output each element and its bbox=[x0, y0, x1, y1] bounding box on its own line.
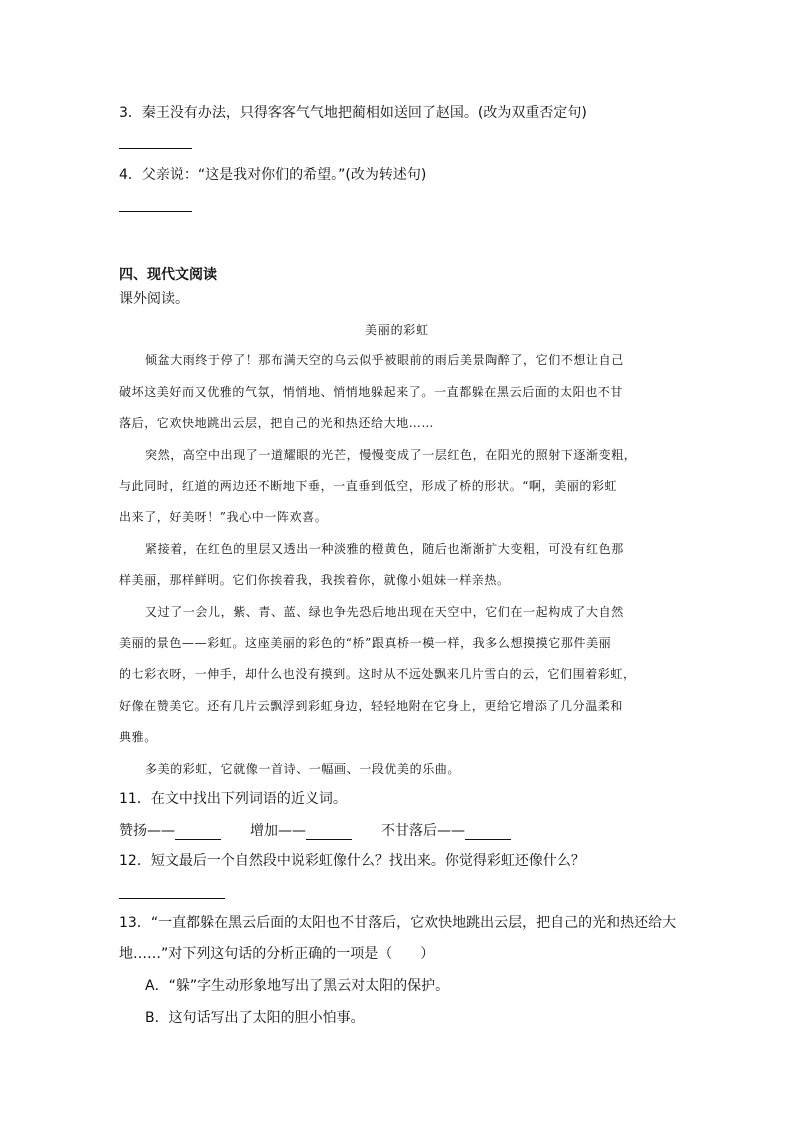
reading-intro: 课外阅读。 bbox=[119, 291, 189, 307]
passage-line: 出来了，好美呀！”我心中一阵欢喜。 bbox=[119, 510, 328, 524]
passage-line: 样美丽，那样鲜明。它们你挨着我，我挨着你，就像小姐妹一样亲热。 bbox=[119, 573, 510, 587]
passage-line: 多美的彩虹，它就像一首诗、一幅画、一段优美的乐曲。 bbox=[145, 762, 461, 776]
section-heading: 四、现代文阅读 bbox=[119, 267, 217, 283]
passage-line: 与此同时，红道的两边还不断地下垂，一直垂到低空，形成了桥的形状。“啊，美丽的彩虹 bbox=[119, 479, 618, 493]
synonym-item-2: 增加—— bbox=[250, 823, 306, 839]
passage-line: 突然，高空中出现了一道耀眼的光芒，慢慢变成了一层红色，在阳光的照射下逐渐变粗， bbox=[145, 448, 637, 462]
answer-blank-q12[interactable] bbox=[119, 898, 225, 899]
passage-line: 美丽的景色——彩虹。这座美丽的彩色的“桥”跟真桥一模一样，我多么想摸摸它那件美丽 bbox=[119, 636, 612, 650]
passage-line: 破坏这美好而又优雅的气氛，悄悄地、悄悄地躲起来了。一直都躲在黑云后面的太阳也不甘 bbox=[119, 385, 624, 399]
question-11: 11．在文中找出下列词语的近义词。 bbox=[119, 791, 347, 807]
passage-line: 倾盆大雨终于停了！那布满天空的乌云似乎被眼前的雨后美景陶醉了，它们不想让自己 bbox=[145, 353, 624, 367]
synonym-item-1: 赞扬—— bbox=[119, 823, 175, 839]
question-3: 3．秦王没有办法，只得客客气气地把蔺相如送回了赵国。(改为双重否定句) bbox=[119, 105, 587, 121]
passage-title: 美丽的彩虹 bbox=[364, 323, 429, 337]
passage-line: 落后，它欢快地跳出云层，把自己的光和热还给大地…… bbox=[119, 416, 435, 430]
question-4: 4．父亲说：“这是我对你们的希望。”(改为转述句) bbox=[119, 167, 427, 183]
answer-blank-q4[interactable] bbox=[119, 211, 192, 212]
synonym-item-3: 不甘落后—— bbox=[381, 823, 465, 839]
passage-line: 紧接着，在红色的里层又透出一种淡雅的橙黄色，随后也渐渐扩大变粗，可没有红色那 bbox=[145, 542, 624, 556]
option-a[interactable]: A．“躲”字生动形象地写出了黑云对太阳的保护。 bbox=[145, 978, 450, 994]
question-13-line1: 13．“一直都躲在黑云后面的太阳也不甘落后，它欢快地跳出云层，把自己的光和热还给大 bbox=[119, 915, 677, 931]
answer-blank-q3[interactable] bbox=[119, 148, 192, 149]
question-13-line2: 地……”对下列这句话的分析正确的一项是（ ） bbox=[119, 946, 435, 962]
synonym-blank-3[interactable] bbox=[465, 825, 511, 840]
passage-line: 好像在赞美它。还有几片云飘浮到彩虹身边，轻轻地附在它身上，更给它增添了几分温柔和 bbox=[119, 699, 624, 713]
passage-line: 的七彩衣呀，一伸手，却什么也没有摸到。这时从不远处飘来几片雪白的云，它们围着彩虹， bbox=[119, 667, 636, 681]
passage-line: 典雅。 bbox=[119, 730, 157, 744]
option-b[interactable]: B．这句话写出了太阳的胆小怕事。 bbox=[145, 1010, 365, 1026]
synonym-blank-2[interactable] bbox=[306, 825, 352, 840]
question-12: 12．短文最后一个自然段中说彩虹像什么？找出来。你觉得彩虹还像什么？ bbox=[119, 853, 585, 869]
synonym-row bbox=[119, 822, 511, 840]
passage-line: 又过了一会儿，紫、青、蓝、绿也争先恐后地出现在天空中，它们在一起构成了大自然 bbox=[145, 605, 624, 619]
synonym-blank-1[interactable] bbox=[175, 825, 221, 840]
